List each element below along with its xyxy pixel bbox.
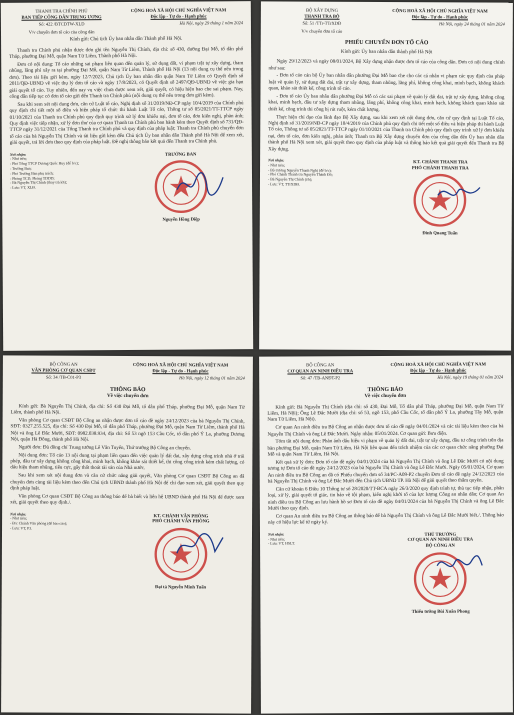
addressee: Kính gửi: Chủ tịch Ủy ban nhân dân Thành phố Hà Nội. [69, 36, 183, 43]
body-paragraph: Thanh tra Chính phủ nhận được đơn ghi tên Nguyễn Thị Chính, địa chỉ: số 430, đường Đại Mỗ, tổ dân phố Tháp, phường Đại Mỗ, quận Nam Từ Liêm, Thành phố Hà Nội. [9, 46, 244, 61]
handwritten-signature-icon [175, 531, 225, 561]
document-van-phong-csdt [1, 355, 253, 713]
body-paragraph: Thực hiện chỉ đạo của lãnh đạo Bộ Xây dựng, sau khi xem xét nội dung đơn, căn cứ quy định tại Luật Tố cáo, Nghị định số 31/2019/NĐ-CP ngày 10/4/2019 của Chính phủ quy định chi tiết một số điều và biện pháp thi hành Luật Tố cáo, Thông tư số 05/2021/TT-TTCP ngày 01/10/2021 của Thanh tra Chính phủ quy định quy trình xử lý đơn khiếu nại, đơn tố cáo, đơn kiến nghị, phản ánh; Thanh tra Bộ Xây dựng chuyển đơn của công dân đến Ủy ban nhân dân thành phố Hà Nội xem xét, giải quyết theo quy định của pháp luật và thông báo kết quả giải quyết đến Thanh tra Bộ Xây dựng. [268, 115, 505, 153]
body-paragraph: Người đơn: Đủ đồng chí Trung tướng Lê Văn Tuyến, Thứ trưởng Bộ Công an chuyển. [18, 445, 191, 452]
document-number: Số: 51 /TTr-TTrXDĐ [302, 20, 342, 26]
body-paragraph: Ngày 29/12/2023 và ngày 08/01/2024, Bộ Xây dựng nhận được đơn tố cáo của công dân. Đơn có nội dung chính như sau: [268, 59, 505, 72]
body-paragraph: Cơ quan An ninh điều tra Bộ Công an nhận được đơn tố cáo đề ngày 04/01/2024 và các tài liệu kèm theo của bà Nguyễn Thị Chính và ông Lê Đắc Mười. Ngày nhận: 05/01/2024. Cơ quan gửi: Bưu điện. [267, 424, 504, 438]
document-date: Hà Nội, ngày 19 tháng 01 năm 2024 [437, 374, 504, 380]
body-paragraph: Văn phòng Cơ quan CSĐT Bộ Công an thông báo để bà biết và liên hệ UBND thành phố Hà Nội để được xem xét, giải quyết theo quy định./. [10, 494, 245, 506]
agency: BỘ CÔNG AN [49, 361, 78, 367]
national-motto: CỘNG HOÀ XÃ HỘI CHỦ NGHĨA VIỆT NAM [132, 362, 229, 368]
agency: THANH TRA CHÍNH PHỦ [35, 8, 88, 14]
document-title: THÔNG BÁO [109, 386, 146, 393]
body-paragraph: Đơn có nội dung: Tố cáo những sai phạm liên quan đến quản lý, sử dụng đất, vi phạm trật tự xây dựng, tham nhũng, lãng phí xây ra tại phường Đại Mỗ, quận Nam Từ Liêm, Thành phố Hà Nội (13 nội dung cụ thể nêu trong đơn). Theo tài liệu gửi kèm, ngày 12/7/2023, Chủ tịch Ủy ban nhân dân quận Nam Từ Liêm có Quyết định số 2011/QĐ-UBND về việc thụ lý đơn tố cáo và ngày 17/8/2023, có Quyết định số 2497/QĐ-UBND về việc gia hạn giải quyết tố cáo. Tuy nhiên, đến nay vụ việc chưa được xem xét, giải quyết, có hiệu hiện bao che sai phạm. Nay, công dân tiếp tục có đơn tố cáo gửi đến Thanh tra Chính phủ (nội dung cụ thể nêu trong đơn gửi kèm). [9, 61, 244, 100]
body-paragraph: Nội dung đơn: Tố cáo 13 nội dung tại phạm liên quan đến việc quản lý đất đai, xây dựng công trình nhà ở trái phép, đầu tư xây dựng không công khai, minh bạch, không khảo sát thiết kế, thi công công trình kém chất lượng, có dấu hiệu tham nhũng, tiêu cực, gây thất thoát tài sản của Nhà nước. [10, 453, 245, 472]
regarding: V/v chuyển đơn tố cáo [301, 28, 343, 34]
sub-agency: CƠ QUAN AN NINH ĐIỀU TRA [287, 367, 354, 374]
signature-block [376, 159, 504, 236]
agency: BỘ CÔNG AN [306, 362, 335, 368]
national-motto: CỘNG HOÀ XÃ HỘI CHỦ NGHĨA VIỆT NAM [130, 7, 227, 13]
national-motto-sub: Độc lập - Tự do - Hạnh phúc [152, 367, 209, 374]
recipients-list: Nơi nhận: - Như trên; - Đ/c Chánh Văn phòng (để báo cáo); - Lưu: VT, P3. [10, 512, 68, 531]
document-title: PHIẾU CHUYỂN ĐƠN TỐ CÁO [345, 40, 429, 47]
signature-block [117, 151, 244, 223]
body-paragraph: - Đơn tố cáo cán bộ Ủy ban nhân dân phường Đại Mỗ bao che cho các cá nhân vi phạm các quy định của pháp luật về quản lý, sử dụng đất đai, trật tự xây dựng, tham nhũng, lãng phí, không công khai, minh bạch, không khách quan, khảo sát thiết kế, công trình tố cáo. [268, 73, 505, 93]
signer-title-2: CƠ QUAN AN NINH ĐIỀU TRA [407, 536, 474, 543]
regarding: V/v chuyển đơn tố cáo của công dân [28, 29, 95, 35]
document-subtitle: Về việc chuyển đơn [106, 394, 149, 400]
signer-title-2: PHÓ CHÁNH VĂN PHÒNG [152, 518, 210, 524]
handwritten-signature-icon [434, 549, 484, 579]
recipients-list: Nơi nhận: - Như trên; - Bộ trưởng Nguyễn Thanh Nghị (để b/c); - Phó Chánh Thanh tra Nguyễn Thành Đô; - Bà Nguyễn Thị Chính (t/b); - Lưu: VT, TTrXDĐ. [267, 158, 333, 187]
signer-title: KT. CHÁNH THANH TRA [413, 159, 468, 165]
body-paragraph: Tóm tắt nội dung đơn: Phản ánh dấu hiệu vi phạm về quản lý đất đai, trật tự xây dựng, đầu tư công trình trên địa bàn phường Đại Mỗ, quận Nam Từ Liêm, Hà Nội liên quan đến trách nhiệm của các cơ quan chức năng phường Đại Mỗ và quận Nam Từ Liêm, Hà Nội. [267, 438, 504, 458]
document-thanh-tra-chinh-phu [1, 1, 253, 351]
national-motto: CỘNG HOÀ XÃ HỘI CHỦ NGHĨA VIỆT NAM [390, 361, 486, 367]
sub-agency: VĂN PHÒNG CƠ QUAN CSĐT [31, 367, 96, 373]
handwritten-signature-icon [434, 177, 484, 207]
signer-title-3: BỘ CÔNG AN [425, 542, 455, 548]
document-date: Hà Nội, ngày 29 tháng 1 năm 2024 [179, 20, 243, 26]
signer-name: Đại tá Nguyễn Minh Tuấn [154, 583, 207, 590]
document-number: Số: 34 /TB-C01-P3 [45, 374, 81, 380]
signature-block [377, 531, 505, 614]
national-motto-sub: Độc lập - Tự do - Hạnh phúc [150, 13, 207, 19]
document-title: THÔNG BÁO [367, 386, 404, 393]
signer-title: TRƯỞNG BAN [164, 151, 197, 157]
signature-block [117, 513, 244, 590]
handwritten-signature-icon [175, 169, 225, 199]
document-number: Số: 422 /BTCDTW-XLD [38, 21, 85, 27]
signer-title: KT. CHÁNH VĂN PHÒNG [153, 512, 209, 519]
signer-name: Đinh Quang Tuấn [422, 230, 458, 236]
national-motto: CỘNG HOÀ XÃ HỘI CHỦ NGHĨA VIỆT NAM [392, 8, 488, 14]
addressee: Kính gửi: Bà Nguyễn Thị Chính (địa chỉ: số 430, Đại Mỗ, Tổ dân phố Tháp, phường Đại Mỗ, quận Nam Từ Liêm, Hà Nội); Ông Lê Đắc Mười (địa chỉ: số 53, ngõ 153, phố Cầu Cốc, tổ dân phố Ỷ La, phường Tây Mỗ, quận Nam Từ Liêm, Hà Nội). [267, 403, 504, 424]
agency: BỘ XÂY DỰNG [305, 7, 338, 13]
body-paragraph: - Đơn tố cáo Ủy ban nhân dân phường Đại Mỗ có các sai phạm về quản lý đất đai, trật tự xây dựng, không công khai, minh bạch, đầu tư xây dựng tham nhũng, lãng phí, không công khai, minh bạch, không khách quan khảo sát thiết kế, công trình thi công bị rút ruột, kém chất lượng. [268, 94, 505, 113]
recipients-list: Nơi nhận: - Như trên; - Lưu: VT, HSLT. [267, 532, 295, 547]
body-paragraph: Căn cứ khoản 6 Điều 10 Thông tư số 28/2020/TT-BCA ngày 26/3/2020 quy định trình tự, thủ tục tiếp nhận, phân loại, xử lý, giải quyết tố giác, tin báo về tội phạm, kiến nghị khởi tố của lực lượng Công an nhân dân; Cơ quan An ninh điều tra Bộ Công an lưu hành hồ sơ Đơn tố cáo đề ngày 04/01/2024 của bà Nguyễn Thị Chính và ông Lê Đắc Mười theo quy định. [267, 486, 504, 512]
recipients-list: Nơi nhận: - Như trên; - Phó Tổng TTCP Dương Quốc Huy (để b/c); - Trưởng Ban; - Phó Trưởng Ban phụ trách; - Phòng TCD, Phòng TDDD; - Bà Nguyễn Thị Chính (thay trả lời); - Lưu: VT, XLĐ. [9, 152, 79, 191]
signer-title-2: PHÓ CHÁNH THANH TRA [411, 164, 469, 171]
body-paragraph: Sau khi xem xét nội dung đơn, căn cứ Luật tố cáo, Nghị định số 31/2019/NĐ-CP ngày 10/4/2019 của Chính phủ quy định chi tiết một số điều và biện pháp tổ chức thi hành Luật Tố cáo, Thông tư số 05/2021/TT-TTCP ngày 01/10/2021 của Thanh tra Chính phủ quy định quy trình xử lý đơn khiếu nại, đơn tố cáo, đơn kiến nghị, phản ánh; Quy định việc tiếp nhận, xử lý đơn thư của cơ quan Thanh tra Chính phủ ban hành kèm theo Quyết định số 731/QĐ-TTCP ngày 31/12/2021 của Tổng Thanh tra Chính phủ và quy định của pháp luật; Thanh tra Chính phủ chuyển đơn tố cáo của bà Nguyễn Thị Chính và tài liệu gửi kèm đến Chủ tịch Ủy ban nhân dân Thành phố Hà Nội để xem xét, giải quyết, trả lời đơn theo quy định của pháp luật. Đề nghị thông báo kết quả đến Thanh tra Chính phủ. [9, 100, 244, 147]
sub-agency: BAN TIẾP CÔNG DÂN TRUNG ƯƠNG [21, 13, 102, 20]
document-number: Số: 47 /TB-ANĐT-P2 [300, 375, 341, 381]
body-paragraph: Văn phòng Cơ quan CSĐT Bộ Công an nhận được đơn tố cáo đề ngày 24/12/2023 của bà Nguyễn Thị Chính, SĐT: 0327.255.525, địa chỉ: Số 430 Đại Mỗ, tổ dân phố Tháp, phường Đại Mỗ, quận Nam Từ Liêm, thành phố Hà Nội và ông Lê Đắc Mười, SĐT: 0982.038.934, địa chỉ: Số 53 ngõ 153 Cầu Cốc, tổ dân phố Ỷ La, phường Dương Nội, quận Hà Đông, thành phố Hà Nội. [10, 418, 245, 443]
body-paragraph: Sau khi xem xét nội dung đơn và căn cứ chức năng giải quyết, Văn phòng Cơ quan CSĐT Bộ Công an đã chuyển đơn cùng tài liệu kèm theo đến Chủ tịch UBND thành phố Hà Nội để chỉ đạo xem xét, giải quyết theo quy định pháp luật. [10, 473, 245, 492]
sub-agency: THANH TRA BỘ [304, 13, 340, 19]
national-motto-sub: Độc lập - Tự do - Hạnh phúc [411, 13, 469, 20]
signer-name: Thiếu tướng Bùi Xuân Phong [411, 608, 470, 614]
signer-name: Nguyễn Hồng Điệp [162, 216, 200, 223]
document-bo-xay-dung [259, 1, 513, 350]
addressee: Kính gửi: Ủy ban nhân dân thành phố Hà Nội [340, 49, 433, 56]
document-date: Hà Nội, ngày 24 tháng 01 năm 2024 [439, 21, 505, 27]
body-paragraph: Cơ quan An ninh điều tra Bộ Công an thông báo để bà Nguyễn Thị Chính và ông Lê Đắc Mười biết./. Thông báo này có hiệu lực kể từ ngày ký. [267, 513, 504, 527]
document-subtitle: Về việc chuyển đơn [364, 394, 407, 400]
document-co-quan-an-ninh-dieu-tra [259, 355, 513, 713]
national-motto-sub: Độc lập - Tự do - Hạnh phúc [410, 367, 467, 373]
signer-title: THỦ TRƯỞNG [424, 531, 457, 537]
document-date: Hà Nội, ngày 12 tháng 01 năm 2024 [179, 375, 245, 381]
body-paragraph: Kết quả xử lý đơn: Đơn tố cáo đề ngày 04/01/2024 của bà Nguyễn Thị Chính và ông Lê Đắc Mười có nội dung tương tự Đơn tố cáo đề ngày 24/12/2023 của bà Nguyễn Thị Chính và ông Lê Đắc Mười. Ngày 05/01/2024, Cơ quan An ninh điều tra Bộ Công an đã có Phiếu chuyển đơn số 34/PC-A09-P2 chuyển Đơn tố cáo đề ngày 24/12/2023 của bà Nguyễn Thị Chính và ông Lê Đắc Mười đến Chủ tịch UBND TP. Hà Nội để giải quyết theo thẩm quyền. [267, 459, 504, 485]
addressee: Kính gửi: Bà Nguyễn Thị Chính, địa chỉ: Số 430 Đại Mỗ, tổ dân phố Tháp, phường Đại Mỗ, quận Nam Từ Liêm, thành phố Hà Nội. [10, 404, 245, 416]
